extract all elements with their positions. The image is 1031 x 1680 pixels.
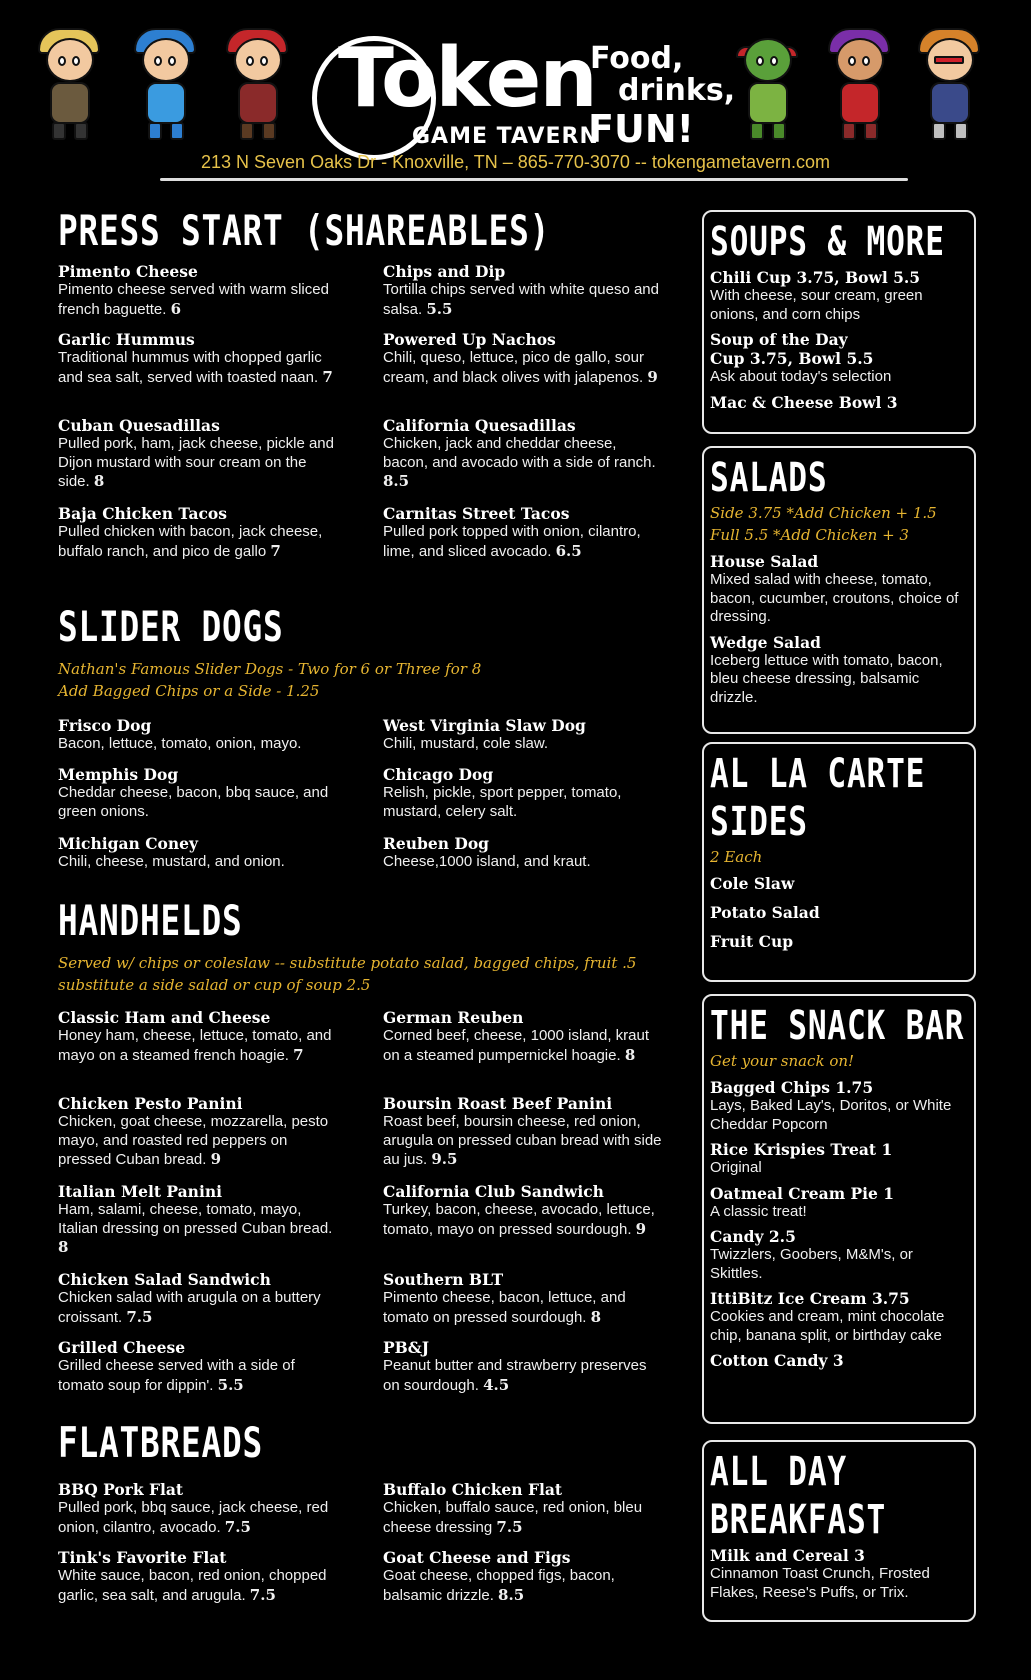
tagline-food: Food, [590, 41, 684, 76]
tagline-fun: FUN! [588, 107, 694, 151]
menu-item [383, 1270, 663, 1327]
logo-wordmark: Token [338, 31, 596, 126]
ninja-turtle-icon [730, 28, 804, 140]
menu-item [383, 1338, 663, 1395]
menu-item [383, 1008, 663, 1065]
item-name: Tink's Favorite Flat [58, 1548, 227, 1567]
menu-item [58, 330, 338, 387]
item-price: 5.5 [426, 299, 453, 318]
menu-item [58, 504, 338, 561]
item-name: Rice Krispies Treat 1 [710, 1140, 893, 1159]
item-description: Corned beef, cheese, 1000 island, kraut on a steamed pumpernickel hoagie. 8 [383, 1027, 650, 1064]
menu-item [710, 1184, 966, 1222]
logo-subtitle: GAME TAVERN [412, 124, 599, 149]
item-name: Reuben Dog [383, 834, 489, 853]
item-name: Oatmeal Cream Pie 1 [710, 1183, 895, 1203]
item-name: Bagged Chips 1.75 [710, 1078, 874, 1097]
purple-genie-icon [822, 28, 896, 140]
menu-item [710, 633, 966, 708]
section-title: BREAKFAST [710, 1497, 887, 1543]
menu-item [710, 903, 966, 922]
section-soups-box [702, 210, 976, 434]
section-note: Side 3.75 *Add Chicken + 1.5 [710, 504, 937, 522]
menu-item [383, 330, 663, 387]
menu-item [383, 1094, 663, 1170]
item-description: Honey ham, cheese, lettuce, tomato, and mayo on a steamed french hoagie. 7 [58, 1027, 332, 1064]
menu-item [710, 874, 966, 893]
item-name: Michigan Coney [58, 834, 198, 853]
item-description: Turkey, bacon, cheese, avocado, lettuce, tomato, mayo on pressed sourdough. 9 [383, 1201, 655, 1238]
item-description: Roast beef, boursin cheese, red onion, arugula on pressed cuban bread with side au jus. 9.5 [383, 1113, 662, 1168]
menu-header [0, 0, 1031, 190]
menu-item [383, 1548, 663, 1605]
item-description: Cheese,1000 island, and kraut. [383, 853, 591, 870]
item-name: Italian Melt Panini [58, 1182, 222, 1201]
menu-item [383, 716, 663, 754]
item-name: House Salad [710, 552, 819, 571]
item-name: Carnitas Street Tacos [383, 504, 570, 523]
item-description: Ham, salami, cheese, tomato, mayo, Italian dressing on pressed Cuban bread. 8 [58, 1201, 333, 1256]
menu-item [710, 330, 966, 387]
item-name: Cotton Candy 3 [710, 1351, 844, 1370]
item-name: Pimento Cheese [58, 262, 198, 281]
menu-item [383, 1182, 663, 1239]
item-price: 7.5 [126, 1307, 153, 1326]
item-description: Tortilla chips served with white queso and salsa. 5.5 [383, 281, 659, 318]
item-description: Chili, cheese, mustard, and onion. [58, 853, 285, 870]
item-name: Frisco Dog [58, 716, 152, 735]
menu-item [383, 416, 663, 492]
menu-item [58, 1008, 338, 1065]
item-price: 8 [93, 472, 105, 490]
section-press-start [58, 206, 658, 255]
item-name: IttiBitz Ice Cream 3.75 [710, 1289, 910, 1308]
item-price: 7.5 [496, 1517, 523, 1536]
section-snack-bar-box [702, 994, 976, 1424]
tagline-drinks: drinks, [618, 73, 736, 108]
section-note: Get your snack on! [710, 1052, 855, 1070]
section-sides-box [702, 742, 976, 982]
menu-item [383, 1480, 663, 1537]
item-description: Pulled chicken with bacon, jack cheese, buffalo ranch, and pico de gallo 7 [58, 523, 323, 560]
menu-item [710, 1351, 966, 1370]
menu-item [58, 1480, 338, 1537]
section-note: substitute a side salad or cup of soup 2.5 [58, 976, 371, 994]
item-description: Iceberg lettuce with tomato, bacon, bleu cheese dressing, balsamic drizzle. [710, 651, 943, 706]
menu-item [58, 1094, 338, 1170]
section-handhelds [58, 896, 658, 996]
item-name: Wedge Salad [710, 632, 821, 652]
section-title: AL LA CARTE [710, 751, 926, 797]
menu-item [58, 765, 338, 821]
item-description: Grilled cheese served with a side of tomato soup for dippin'. 5.5 [58, 1357, 295, 1394]
item-description: Cookies and cream, mint chocolate chip, banana split, or birthday cake [710, 1308, 945, 1344]
menu-item [710, 1140, 966, 1178]
menu-item [383, 262, 663, 319]
item-description: Chicken salad with arugula on a buttery croissant. 7.5 [58, 1289, 321, 1326]
item-price: 4.5 [483, 1375, 510, 1394]
item-name: Memphis Dog [58, 765, 179, 784]
item-name: Soup of the Day [710, 330, 848, 349]
menu-item [710, 1227, 966, 1283]
item-description: Chicken, buffalo sauce, red onion, bleu cheese dressing 7.5 [383, 1499, 643, 1536]
menu-item [58, 416, 338, 492]
item-description: Twizzlers, Goobers, M&M's, or Skittles. [710, 1246, 913, 1282]
section-note: Add Bagged Chips or a Side - 1.25 [58, 682, 320, 700]
section-salads-box [702, 446, 976, 734]
section-title: SLIDER DOGS [58, 602, 284, 651]
item-description: Chili, mustard, cole slaw. [383, 735, 549, 752]
item-price: 8.5 [498, 1585, 525, 1604]
blonde-swordsman-icon [32, 28, 106, 140]
item-description: White sauce, bacon, red onion, chopped garlic, sea salt, and arugula. 7.5 [58, 1567, 327, 1604]
item-name: Chicago Dog [383, 765, 494, 784]
section-note: 2 Each [710, 848, 763, 866]
section-note: Served w/ chips or coleslaw -- substitute potato salad, bagged chips, fruit .5 [58, 954, 637, 972]
section-title: SOUPS & MORE [710, 219, 945, 265]
visor-hero-icon [912, 28, 986, 140]
item-name: Chicken Pesto Panini [58, 1094, 243, 1113]
item-price: 9 [635, 1219, 647, 1238]
menu-item [58, 1182, 338, 1258]
blue-robot-icon [128, 28, 202, 140]
item-price: Cup 3.75, Bowl 5.5 [710, 349, 874, 368]
section-title: HANDHELDS [58, 896, 243, 945]
item-name: Cuban Quesadillas [58, 416, 220, 435]
item-name: Chicken Salad Sandwich [58, 1270, 271, 1289]
menu-item [383, 834, 663, 872]
item-description: Lays, Baked Lay's, Doritos, or White Cheddar Popcorn [710, 1097, 952, 1133]
item-name: California Club Sandwich [383, 1182, 604, 1201]
item-description: Relish, pickle, sport pepper, tomato, mustard, celery salt. [383, 784, 622, 820]
menu-item [58, 262, 338, 319]
address-line: 213 N Seven Oaks Dr - Knoxville, TN – 865-770-3070 -- tokengametavern.com [201, 152, 830, 172]
item-name: Classic Ham and Cheese [58, 1008, 271, 1027]
item-description: Chicken, jack and cheddar cheese, bacon, and avocado with a side of ranch. 8.5 [383, 435, 656, 490]
item-name: Cole Slaw [710, 874, 795, 893]
item-name: Milk and Cereal 3 [710, 1546, 865, 1565]
item-price: 8.5 [383, 472, 410, 490]
section-title: SIDES [710, 799, 808, 845]
menu-item [58, 1338, 338, 1395]
item-price: 6 [170, 299, 182, 318]
section-note: Full 5.5 *Add Chicken + 3 [710, 526, 909, 544]
item-name: Fruit Cup [710, 932, 794, 951]
item-name: Candy 2.5 [710, 1227, 796, 1246]
item-price: 8 [590, 1307, 602, 1326]
item-price: 5.5 [217, 1375, 244, 1394]
menu-item [58, 716, 348, 754]
item-price: 9.5 [431, 1150, 458, 1168]
item-description: Goat cheese, chopped figs, bacon, balsamic drizzle. 8.5 [383, 1567, 615, 1604]
item-description: Chili, queso, lettuce, pico de gallo, sour cream, and black olives with jalapenos. 9 [383, 349, 658, 386]
item-description: Original [710, 1159, 762, 1176]
section-title: THE SNACK BAR [710, 1003, 965, 1049]
item-description: Pulled pork, bbq sauce, jack cheese, red onion, cilantro, avocado. 7.5 [58, 1499, 329, 1536]
menu-item [58, 1548, 338, 1605]
item-price: 7 [270, 541, 281, 560]
item-description: Cheddar cheese, bacon, bbq sauce, and green onions. [58, 784, 329, 820]
item-price: 8 [58, 1238, 69, 1256]
item-description: Cinnamon Toast Crunch, Frosted Flakes, Reese's Puffs, or Trix. [710, 1565, 930, 1601]
item-name: Chips and Dip [383, 262, 506, 281]
item-name: Goat Cheese and Figs [383, 1548, 571, 1567]
item-description: Bacon, lettuce, tomato, onion, mayo. [58, 735, 302, 752]
menu-item [58, 834, 338, 872]
section-flatbreads [58, 1418, 658, 1467]
menu-item [710, 393, 966, 412]
item-name: German Reuben [383, 1008, 524, 1027]
item-description: Pulled pork, ham, jack cheese, pickle and Dijon mustard with sour cream on the side. 8 [58, 435, 334, 490]
item-name: Chili Cup 3.75, Bowl 5.5 [710, 268, 921, 287]
section-note: Nathan's Famous Slider Dogs - Two for 6 or Three for 8 [58, 660, 482, 678]
item-name: Grilled Cheese [58, 1338, 186, 1357]
menu-item [383, 765, 663, 821]
item-description: Peanut butter and strawberry preserves on sourdough. 4.5 [383, 1357, 647, 1394]
item-price: 9 [647, 367, 658, 386]
item-price: 7.5 [224, 1517, 251, 1536]
item-name: Southern BLT [383, 1270, 504, 1289]
item-price: 7 [293, 1045, 304, 1064]
section-slider-dogs [58, 602, 658, 702]
item-name: Mac & Cheese Bowl 3 [710, 392, 898, 412]
item-name: California Quesadillas [383, 416, 576, 435]
menu-item [710, 1289, 966, 1345]
item-name: Baja Chicken Tacos [58, 504, 227, 523]
menu-item [710, 1078, 966, 1134]
item-name: Powered Up Nachos [383, 330, 556, 349]
item-name: Garlic Hummus [58, 330, 195, 349]
item-name: West Virginia Slaw Dog [383, 716, 586, 735]
item-name: Boursin Roast Beef Panini [383, 1094, 613, 1113]
item-description: Pulled pork topped with onion, cilantro, lime, and sliced avocado. 6.5 [383, 523, 641, 560]
menu-item [710, 552, 966, 627]
section-breakfast-box [702, 1440, 976, 1622]
plumber-icon [220, 28, 294, 140]
section-title: ALL DAY [710, 1449, 847, 1495]
item-description: Mixed salad with cheese, tomato, bacon, cucumber, croutons, choice of dressing. [710, 571, 959, 625]
menu-item [710, 268, 966, 324]
item-price: 6.5 [555, 541, 582, 560]
item-description: A classic treat! [710, 1202, 807, 1220]
item-name: PB&J [383, 1338, 430, 1357]
item-price: 7.5 [249, 1585, 276, 1604]
item-name: Potato Salad [710, 903, 820, 922]
section-title: PRESS START (SHAREABLES) [58, 206, 551, 255]
item-description: Chicken, goat cheese, mozzarella, pesto mayo, and roasted red peppers on pressed Cuban bread. 9 [58, 1113, 329, 1168]
item-description: With cheese, sour cream, green onions, and corn chips [710, 287, 923, 323]
section-title: FLATBREADS [58, 1418, 264, 1467]
section-title: SALADS [710, 455, 828, 501]
menu-item [383, 504, 663, 561]
menu-item [710, 932, 966, 951]
item-price: 8 [624, 1045, 636, 1064]
header-divider [160, 178, 908, 181]
item-description: Traditional hummus with chopped garlic and sea salt, served with toasted naan. 7 [58, 349, 333, 386]
item-price: 9 [210, 1150, 222, 1168]
item-description: Pimento cheese served with warm sliced french baguette. 6 [58, 281, 329, 318]
item-name: BBQ Pork Flat [58, 1480, 184, 1499]
item-description: Ask about today's selection [710, 368, 892, 385]
item-price: 7 [322, 367, 333, 386]
item-description: Pimento cheese, bacon, lettuce, and tomato on pressed sourdough. 8 [383, 1289, 626, 1326]
menu-item [58, 1270, 338, 1327]
menu-item [710, 1546, 966, 1602]
item-name: Buffalo Chicken Flat [383, 1480, 563, 1499]
